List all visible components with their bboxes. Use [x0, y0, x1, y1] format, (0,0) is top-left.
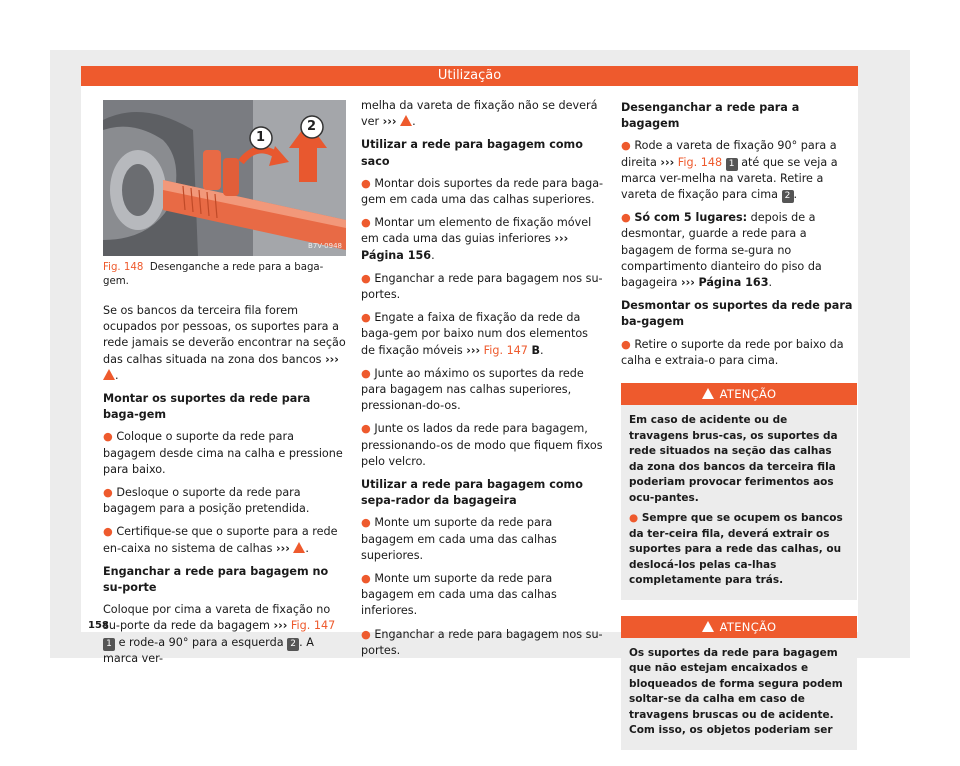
warning-icon [400, 115, 412, 126]
bullet-item [621, 210, 857, 291]
page-header: Utilização [81, 66, 858, 86]
bullet-icon: ● [361, 516, 371, 530]
number-badge: 1 [103, 638, 115, 651]
page-link[interactable]: Página 163 [698, 276, 769, 290]
bullet-text: Rode a vareta de fixação 90° para a direita [621, 139, 837, 169]
warning-bullet [629, 511, 849, 589]
page-link[interactable]: Página 156 [361, 248, 432, 262]
warning-icon [702, 621, 714, 632]
bullet-end: . [768, 276, 773, 290]
warning-title: ATENÇÃO [719, 387, 777, 402]
caption-text: Desenganche a rede para a baga-gem. [103, 262, 324, 287]
paragraph-text: melha da vareta de fixação não se deverá ver [361, 99, 598, 129]
bullet-text: Enganchar a rede para bagagem nos su-portes. [361, 271, 603, 302]
bullet-item [361, 310, 604, 359]
heading-enganchar-rede: Enganchar a rede para bagagem no su-porte [103, 564, 329, 595]
bullet-icon: ● [629, 512, 639, 525]
bullet-icon: ● [361, 216, 371, 230]
warning-header [621, 383, 857, 405]
warning-text: Os suportes da rede para bagagem que não estejam encaixados e bloqueados de forma segura podem soltar-se da calha em caso de travagens bruscas ou de acidente. Com isso, os objetos poderiam ser [629, 646, 843, 737]
intro-paragraph [103, 303, 346, 384]
caption-ref: Fig. 148 [103, 262, 144, 273]
bullet-item [361, 571, 604, 620]
bullet-item [361, 627, 604, 659]
figure-link[interactable]: Fig. 147 [290, 619, 336, 633]
bullet-icon: ● [621, 139, 631, 153]
bullet-text: até que se veja a marca ver-melha na vareta. Retire a vareta de fixação para cima [621, 155, 838, 202]
heading-montar-suportes: Montar os suportes da rede para baga-gem [103, 392, 311, 422]
bullet-icon: ● [361, 271, 371, 285]
ref-arrows: ››› [273, 619, 288, 633]
bullet-icon: ● [621, 337, 631, 351]
bullet-text: Junte os lados da rede para bagagem, pressionando-os de modo que fiquem fixos pelo velcro. [361, 422, 603, 468]
bullet-item [103, 485, 346, 517]
bullet-item [103, 524, 346, 556]
bullet-text: Desloque o suporte da rede para bagagem para a posição pretendida. [103, 486, 310, 516]
warning-header [621, 616, 857, 638]
paragraph-text: e rode-a 90° para a esquerda [118, 635, 284, 649]
figure-148 [103, 100, 346, 256]
bullet-icon: ● [361, 572, 371, 586]
figure-code: B7V-0948 [308, 241, 342, 250]
warning-text: Em caso de acidente ou de travagens brus-cas, os suportes da rede situados na seção das calhas da zona dos bancos da terceira fila poderiam provocar ferimentos aos ocu-pantes. [629, 414, 838, 504]
heading-desenganchar: Desenganchar a rede para a bagagem [621, 101, 800, 131]
warning-icon [293, 542, 305, 553]
bullet-item [103, 429, 346, 478]
paragraph-enganchar [103, 602, 346, 667]
bullet-end: . [305, 541, 309, 555]
bullet-icon: ● [361, 366, 371, 380]
bullet-text: Retire o suporte da rede por baixo da calha e extraia-o para cima. [621, 337, 844, 367]
column-3 [621, 98, 857, 766]
figure-link[interactable]: Fig. 147 [483, 343, 528, 357]
bullet-item [361, 215, 604, 264]
warning-body [621, 405, 857, 600]
bullet-item [361, 271, 604, 303]
bullet-text: Montar dois suportes da rede para baga-gem em cada uma das calhas superiores. [361, 176, 604, 207]
intro-end: . [115, 368, 119, 382]
bullet-item [361, 366, 604, 415]
bullet-item [621, 337, 857, 369]
bullet-item [361, 515, 604, 564]
heading-desmontar: Desmontar os suportes da rede para ba-gagem [621, 299, 853, 329]
bullet-icon: ● [361, 422, 371, 436]
bullet-item [361, 176, 604, 208]
warning-icon [702, 388, 714, 399]
callout-2: 2 [307, 119, 317, 134]
number-badge: 2 [287, 638, 299, 651]
heading-separador: Utilizar a rede para bagagem como sepa-rador da bagageira [361, 478, 583, 508]
warning-bullet-text: Sempre que se ocupem os bancos da ter-ceira fila, deverá extrair os suportes para a rede das calhas, ou deslocá-los pelas ca-lhas completamente para trás. [629, 512, 843, 587]
continuation-paragraph [361, 98, 604, 130]
ref-arrows: ››› [382, 115, 397, 129]
bullet-text: depois de a desmontar, guarde a rede para a bagagem de forma se-gura no compartimento dianteiro do piso da bagageira [621, 211, 822, 290]
bullet-text: Coloque o suporte da rede para bagagem desde cima na calha e pressione para baixo. [103, 430, 343, 476]
bullet-text: Junte ao máximo os suportes da rede para bagagem nas calhas superiores, pressionan-do-os. [361, 366, 584, 413]
bullet-end: . [431, 248, 435, 262]
warning-box-2 [621, 616, 857, 750]
figure-part-label: B [531, 343, 541, 357]
heading-saco: Utilizar a rede para bagagem como saco [361, 138, 583, 168]
bullet-end: . [793, 188, 798, 202]
warning-icon [103, 369, 115, 380]
warning-box-1 [621, 383, 857, 600]
column-1 [103, 100, 346, 674]
ref-arrows: ››› [276, 541, 290, 555]
bullet-icon: ● [361, 176, 371, 190]
bullet-bold-lead: Só com 5 lugares: [634, 211, 748, 225]
figure-link[interactable]: Fig. 148 [677, 155, 723, 169]
page-number: 158 [88, 620, 109, 631]
paragraph-text: . A marca ver- [103, 635, 314, 665]
ref-arrows: ››› [681, 276, 695, 290]
paragraph-end: . [412, 115, 416, 129]
bullet-text: Montar um elemento de fixação móvel em cada uma das guias inferiores [361, 216, 592, 246]
ref-arrows: ››› [554, 232, 569, 246]
figure-caption [103, 261, 346, 289]
ref-arrows: ››› [660, 155, 675, 169]
number-badge: 1 [726, 158, 738, 171]
number-badge: 2 [782, 190, 794, 203]
ref-arrows: ››› [325, 352, 339, 366]
bullet-icon: ● [103, 525, 113, 539]
bullet-text: Monte um suporte da rede para bagagem em cada uma das calhas superiores. [361, 516, 557, 562]
bullet-text: Monte um suporte da rede para bagagem em cada uma das calhas inferiores. [361, 572, 557, 618]
warning-body [621, 638, 857, 750]
paragraph-text: Coloque por cima a vareta de fixação no su-porte da rede da bagagem [103, 603, 331, 633]
warning-title: ATENÇÃO [719, 619, 777, 634]
column-2 [361, 98, 604, 666]
intro-text: Se os bancos da terceira fila forem ocupados por pessoas, os suportes para a rede jamais se deverão encontrar na seção das calhas situada na zona dos bancos [103, 304, 346, 366]
bullet-text: Engate a faixa de fixação da rede da baga-gem por baixo num dos elementos de fixação móveis [361, 311, 589, 357]
ref-arrows: ››› [466, 343, 481, 357]
bullet-icon: ● [103, 430, 113, 444]
bullet-icon: ● [361, 311, 371, 325]
bullet-end: . [540, 343, 544, 357]
bullet-text: Enganchar a rede para bagagem nos su-portes. [361, 627, 603, 657]
callout-1: 1 [256, 130, 266, 145]
bullet-item [621, 138, 857, 203]
bullet-text: Certifique-se que o suporte para a rede en-caixa no sistema de calhas [103, 525, 338, 555]
bullet-icon: ● [361, 627, 371, 641]
bullet-icon: ● [621, 211, 631, 225]
bullet-item [361, 421, 604, 470]
bullet-icon: ● [103, 486, 113, 500]
